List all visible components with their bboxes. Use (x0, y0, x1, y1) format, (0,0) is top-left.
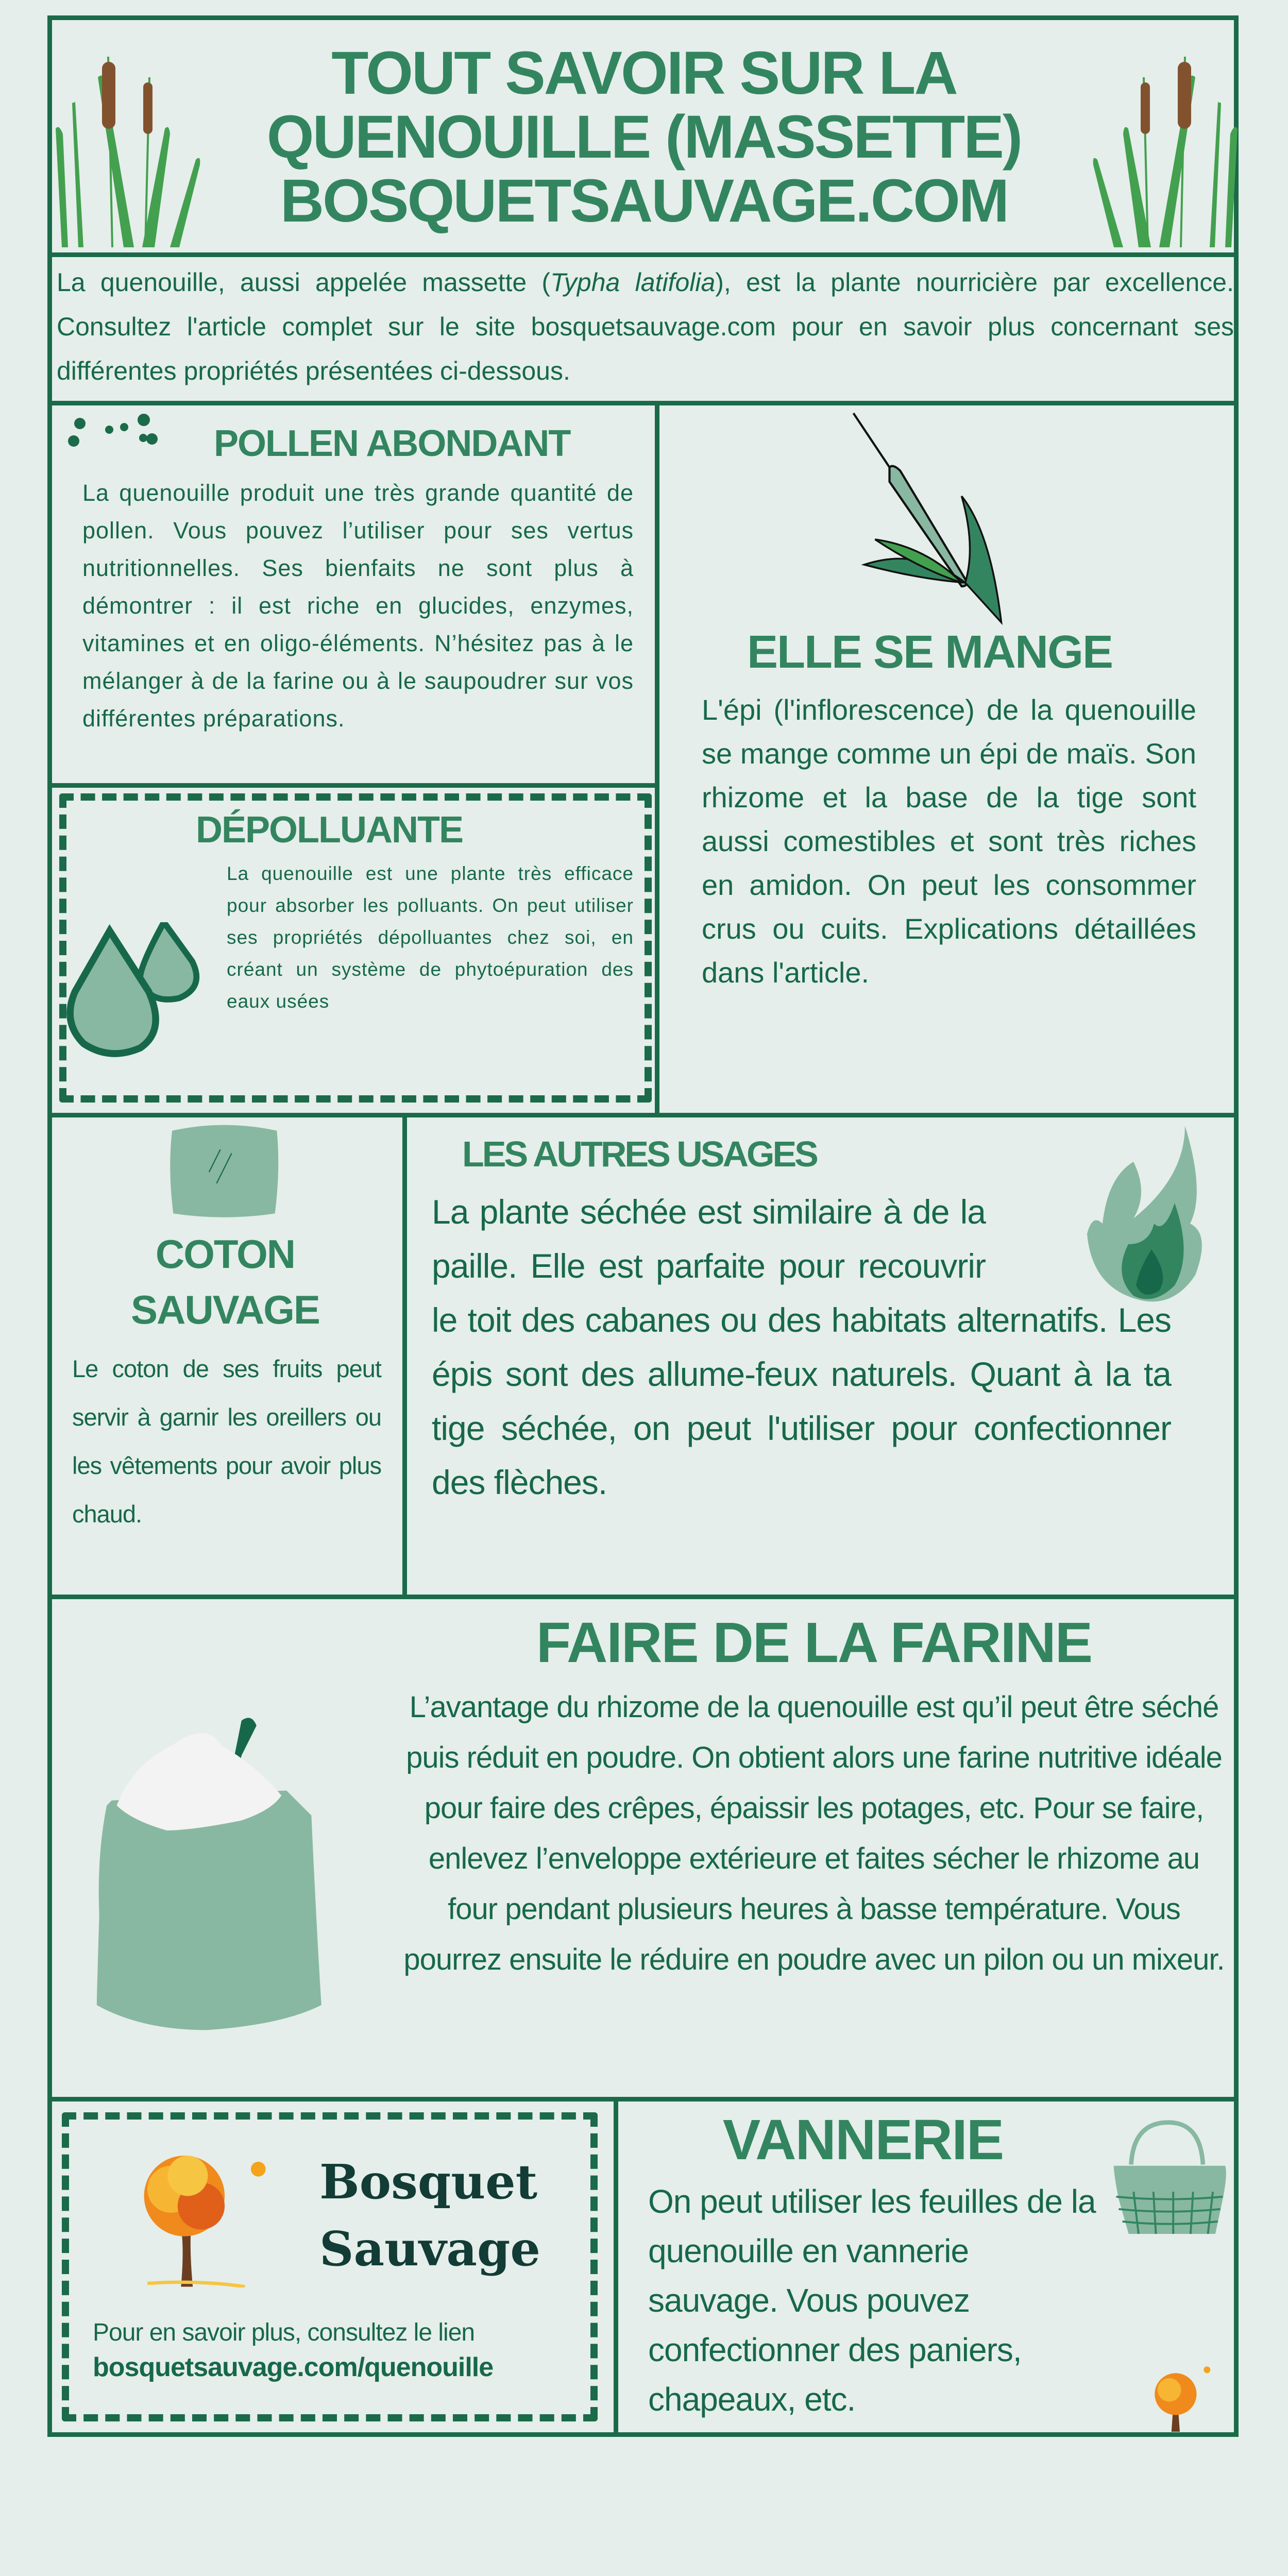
depolluante-text: La quenouille est une plante très efficace pour absorber les polluants. On peut utiliser ses propriétés dépolluantes chez soi, en créant un système de phytoépuration des eaux usées (227, 863, 634, 1012)
flour-sack-icon (88, 1716, 355, 2035)
divider (47, 783, 657, 788)
vannerie-text: On peut utiliser les feuilles de la quenouille en vannerie sauvage. Vous pouvez confectionner des paniers, chapeaux, etc. (648, 2183, 1096, 2418)
coton-heading-line: COTON (155, 1231, 295, 1277)
quenouille-article-link[interactable]: bosquetsauvage.com/quenouille (93, 2352, 494, 2382)
usages-text: La plante séchée est similaire à de la paille. Elle est parfaite pour recouvrir le toit des cabanes ou des habitats alternatifs. Les épis sont des allume-feux naturels. Quant à la ta tige séchée, on peut l'utiliser pour confectionner des flèches. (432, 1185, 1171, 1510)
title-line: QUENOUILLE (MASSETTE) (266, 103, 1022, 171)
farine-text: L’avantage du rhizome de la quenouille est qu’il peut être séché puis réduit en poudre. On obtient alors une farine nutritive idéale pour faire des crêpes, épaissir les potages, etc. Pour se faire, enlevez l’enveloppe extérieure et faites sécher le rhizome au four pendant plusieurs heures à basse température. Vous pourrez ensuite le réduire en poudre avec un pilon ou un mixeur. (403, 1690, 1225, 1976)
flame-spacer (986, 1185, 1171, 1288)
divider (47, 2097, 1239, 2102)
divider (47, 401, 1239, 405)
small-tree-logo-icon (1133, 2365, 1226, 2432)
divider (655, 401, 659, 1117)
mange-heading: ELLE SE MANGE (747, 626, 1113, 678)
cattail-leaves-icon (845, 410, 1010, 626)
pollen-heading: POLLEN ABONDANT (214, 423, 570, 464)
basket-icon (1113, 2117, 1226, 2246)
bosquet-sauvage-logo (319, 2148, 540, 2282)
species-name: Typha latifolia (550, 268, 716, 297)
divider (47, 1113, 1239, 1117)
farine-heading: FAIRE DE LA FARINE (536, 1611, 1092, 1674)
logo-text: Sauvage (319, 2221, 540, 2277)
coton-heading (47, 1226, 403, 1337)
cta-text: Pour en savoir plus, consultez le lien (93, 2319, 475, 2346)
divider (47, 252, 1239, 257)
pollen-icon (49, 408, 224, 470)
divider (402, 1113, 407, 1599)
divider (47, 1595, 1239, 1599)
pillow-icon (165, 1123, 283, 1221)
pollen-text: La quenouille produit une très grande quantité de pollen. Vous pouvez l’utiliser pour ses vertus nutritionnelles. Ses bienfaits ne sont plus à démontrer : il est riche en glucides, enzymes, vitamines et en oligo-éléments. N’hésitez pas à le mélanger à de la farine ou à le saupoudrer sur vos différentes préparations. (82, 480, 634, 732)
intro-text: La quenouille, aussi appelée massette (Typha latifolia), est la plante nourricière par excellence. Consultez l'article complet sur le site bosquetsauvage.com pour en savoir plus concernant ses différentes propriétés présentées ci-dessous. (57, 268, 1234, 385)
water-drops-icon (62, 922, 201, 1087)
divider (614, 2097, 618, 2437)
logo-text: Bosquet (319, 2154, 538, 2210)
title-line: TOUT SAVOIR SUR LA (331, 39, 957, 107)
vannerie-heading: VANNERIE (722, 2108, 1004, 2172)
cattail-icon (52, 52, 216, 247)
coton-heading-line: SAUVAGE (131, 1287, 319, 1332)
page-title (206, 41, 1082, 233)
cattail-icon (1077, 52, 1242, 247)
mange-text: L'épi (l'inflorescence) de la quenouille se mange comme un épi de maïs. Son rhizome et la base de la tige sont aussi comestibles et sont très riches en amidon. On peut les consommer crus ou cuits. Explications détaillées dans l'article. (702, 693, 1196, 989)
usages-heading: LES AUTRES USAGES (462, 1134, 817, 1174)
depolluante-heading: DÉPOLLUANTE (196, 809, 463, 851)
autumn-tree-logo-icon (134, 2138, 289, 2287)
coton-text: Le coton de ses fruits peut servir à garnir les oreillers ou les vêtements pour avoir plus chaud. (72, 1355, 381, 1528)
title-line: BOSQUETSAUVAGE.COM (280, 167, 1008, 235)
